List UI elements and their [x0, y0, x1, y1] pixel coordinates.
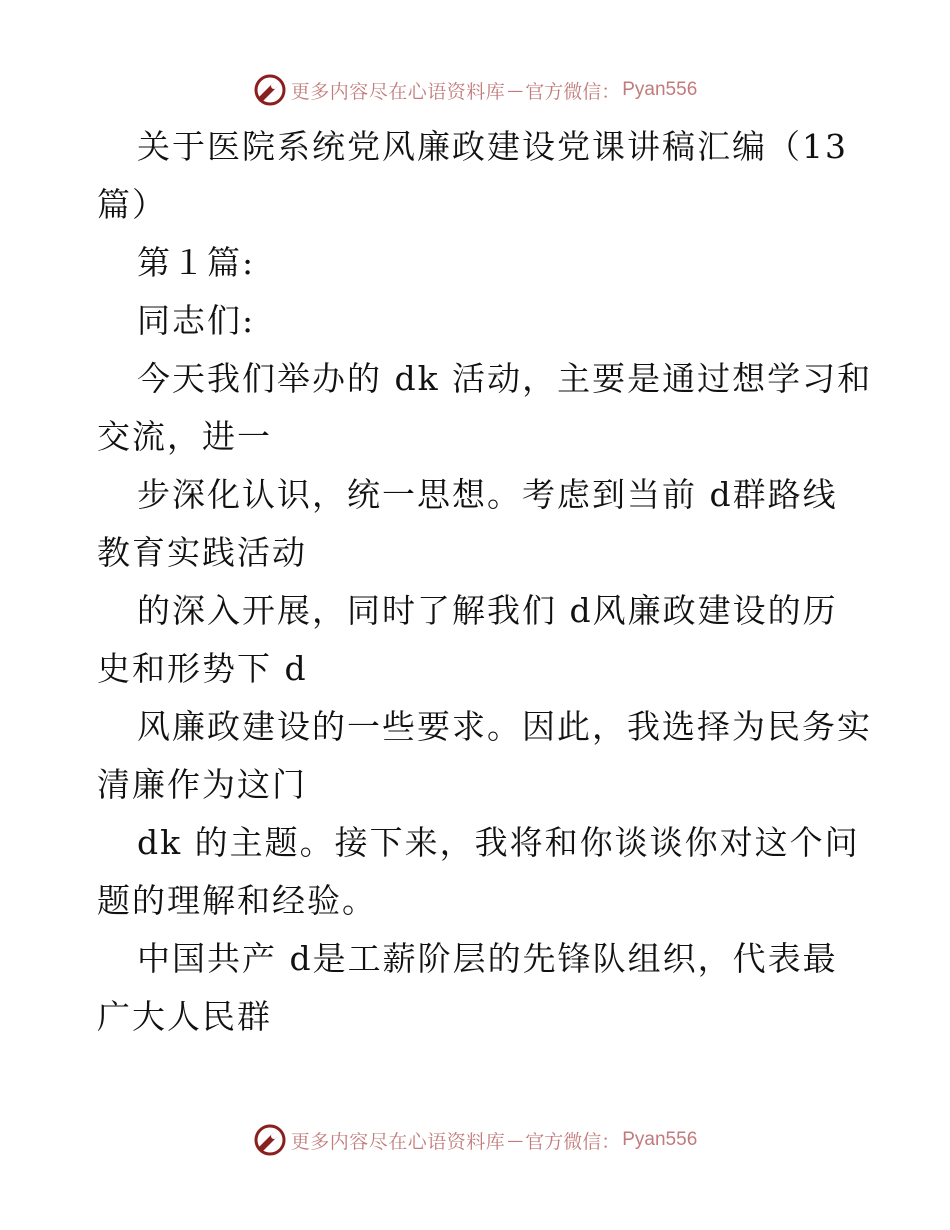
text-line: 风廉政建设的一些要求。因此，我选择为民务实	[137, 707, 872, 746]
text-line: 教育实践活动	[97, 533, 307, 572]
watermark-wechat-label: 官方微信：	[525, 1130, 621, 1153]
text-line: 题的理解和经验。	[97, 881, 377, 920]
watermark-text: 更多内容尽在心语资料库	[290, 80, 506, 103]
watermark-wechat-id: Pyan556	[622, 79, 698, 100]
text-line: 清廉作为这门	[97, 765, 307, 804]
text-line: 步深化认识，统一思想。考虑到当前 d群路线	[137, 475, 838, 514]
logo-icon	[253, 1123, 287, 1157]
text-line: 交流，进一	[97, 417, 272, 456]
text-line: 的深入开展，同时了解我们 d风廉政建设的历	[137, 591, 838, 630]
watermark-separator: —	[507, 1130, 524, 1150]
text-line: 今天我们举办的 dk 活动，主要是通过想学习和	[137, 359, 873, 398]
watermark-separator: —	[507, 80, 524, 100]
footer-watermark	[0, 1120, 950, 1160]
text-line: 广大人民群	[97, 997, 272, 1036]
document-body	[97, 118, 873, 1046]
header-watermark	[0, 70, 950, 110]
watermark-wechat-id: Pyan556	[622, 1129, 698, 1150]
watermark-wechat-label: 官方微信：	[525, 80, 621, 103]
logo-icon	[253, 73, 287, 107]
text-line: dk 的主题。接下来，我将和你谈谈你对这个问	[137, 823, 860, 862]
text-line: 史和形势下 d	[97, 649, 308, 688]
text-line: 篇）	[97, 185, 167, 224]
text-line: 第１篇:	[137, 243, 256, 282]
text-line: 同志们:	[137, 301, 256, 340]
text-line: 中国共产 d是工薪阶层的先锋队组织，代表最	[137, 939, 838, 978]
text-line: 关于医院系统党风廉政建设党课讲稿汇编（13	[137, 127, 848, 166]
watermark-text: 更多内容尽在心语资料库	[290, 1130, 506, 1153]
